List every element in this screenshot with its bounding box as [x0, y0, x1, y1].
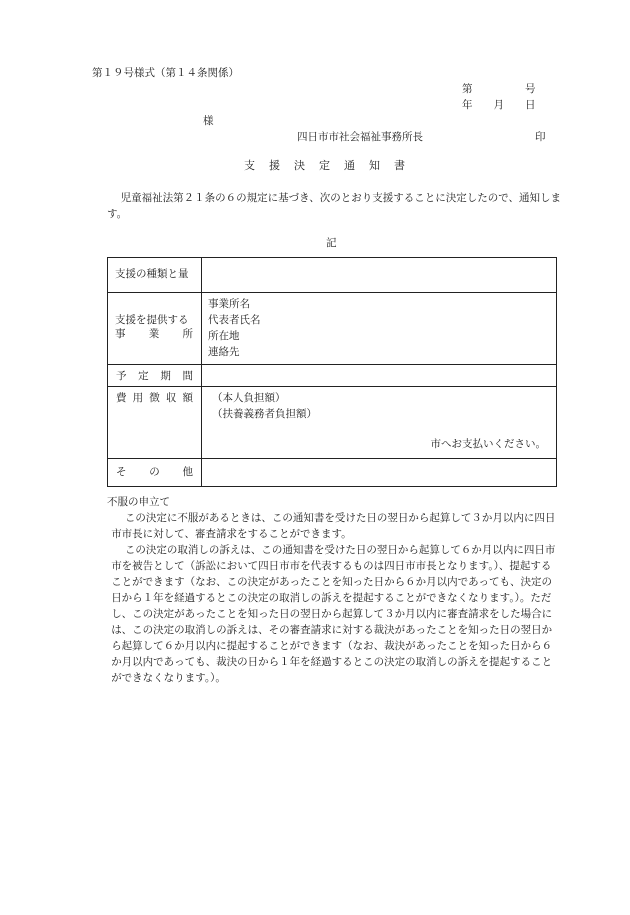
fee-field-self: （本人負担額） [212, 392, 286, 404]
label-char: 業 [148, 328, 160, 341]
objection-paragraph-1: この決定に不服があるときは、この通知書を受けた日の翌日から起算して３か月以内に四日市市長に対して、審査請求をすることができます。 [111, 512, 556, 540]
cell-value [202, 459, 557, 487]
provider-field-contact: 連絡先 [208, 346, 240, 358]
label-char: 期 [160, 370, 171, 382]
objection-paragraph-2: この決定の取消しの訴えは、この通知書を受けた日の翌日から起算して６か月以内に四日市市を被告として（訴訟において四日市市を代表するものは四日市市長となります。）、提起することができます（なお、この決定があったことを知った日から６か月以内であっても、決定の日から１年を経過するとこの決定の取消しの訴えを提起することができなくなります。）。ただし、この決定があったことを知った日の翌日から起算して３か月以内に審査請求をした場合には、この決定の取消しの訴えは、その審査請求に対する裁決があったことを知った日の翌日から起算して６か月以内に提起することができます（なお、裁決があったことを知った日から６か月以内であっても、裁決の日から１年を経過するとこの決定の取消しの訴えを提起することができなくなります。）。 [111, 544, 556, 684]
document-number: 第 号 [462, 83, 536, 95]
label-char: 費 [116, 392, 127, 404]
label-other [108, 459, 201, 479]
label-char: 用 [132, 392, 144, 404]
label-char: 予 [116, 370, 127, 382]
label-char: 収 [165, 392, 177, 404]
provider-field-representative: 代表者氏名 [208, 314, 261, 326]
label-support-type: 支援の種類と量 [115, 268, 189, 280]
addressee: 様 [203, 115, 214, 127]
provider-fields [202, 293, 556, 361]
cell-value [202, 365, 557, 387]
label-provider-line1: 支援を提供する [115, 314, 189, 326]
provider-field-address: 所在地 [208, 330, 240, 342]
table-row [108, 365, 557, 387]
cell-label [108, 258, 202, 293]
form-number: 第１９号様式（第１４条関係） [92, 67, 239, 79]
label-fee [108, 387, 201, 405]
cell-value [202, 258, 557, 293]
fee-fields [202, 387, 556, 423]
document-date: 年 月 日 [462, 99, 536, 111]
table-row [108, 387, 557, 459]
support-table [107, 257, 557, 487]
provider-field-name: 事業所名 [208, 298, 250, 310]
label-char: 定 [138, 370, 149, 382]
sender-name: 四日市市社会福祉事務所長 [297, 131, 423, 143]
document-title: 支援決定通知書 [244, 159, 419, 172]
cell-value [202, 293, 557, 365]
cell-label [108, 293, 202, 365]
objection-heading: 不服の申立て [107, 496, 170, 508]
table-row [108, 258, 557, 293]
table-row [108, 459, 557, 487]
cell-label [108, 365, 202, 387]
label-char: 間 [182, 370, 193, 382]
label-char: 事 [115, 328, 126, 341]
fee-field-guardian: （扶養義務者負担額） [212, 408, 317, 420]
label-provider-line2 [108, 327, 201, 341]
label-period [108, 365, 201, 383]
seal-mark: 印 [535, 131, 546, 143]
label-char: の [149, 466, 160, 478]
ki-mark: 記 [326, 237, 337, 249]
label-char: 額 [182, 392, 193, 404]
label-char: 所 [182, 328, 193, 341]
cell-label [108, 459, 202, 487]
cell-value [202, 387, 557, 459]
objection-section [107, 494, 557, 686]
label-char: そ [116, 466, 127, 478]
body-text: 児童福祉法第２１条の６の規定に基づき、次のとおり支援することに決定したので、通知します。 [107, 192, 562, 220]
label-char: 他 [182, 466, 193, 478]
cell-label [108, 387, 202, 459]
table-row [108, 293, 557, 365]
label-char: 徴 [149, 392, 160, 404]
fee-note: 市へお支払いください。 [430, 438, 546, 450]
